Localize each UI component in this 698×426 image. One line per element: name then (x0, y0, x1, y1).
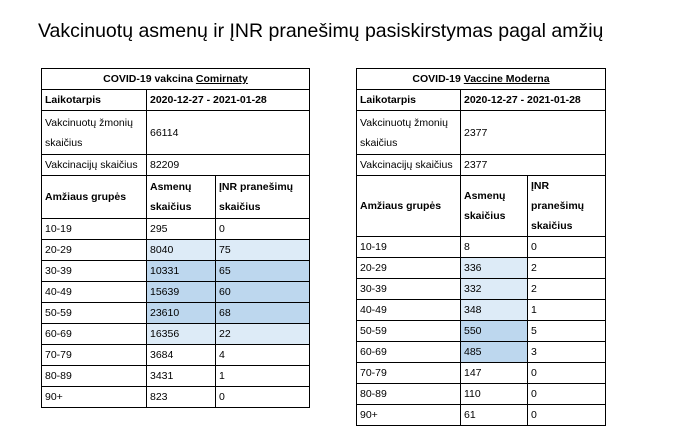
vaccinated-value: 2377 (461, 111, 606, 155)
age-cell: 40-49 (357, 300, 461, 321)
reports-cell: 75 (216, 240, 310, 261)
reports-cell: 0 (528, 405, 606, 426)
age-cell: 30-39 (357, 279, 461, 300)
persons-cell: 332 (461, 279, 528, 300)
persons-cell: 3684 (147, 345, 216, 366)
vaccine-name: Vaccine Moderna (463, 73, 550, 85)
persons-cell: 823 (147, 387, 216, 408)
moderna-table (356, 68, 606, 426)
persons-cell: 485 (461, 342, 528, 363)
period-value: 2020-12-27 - 2021-01-28 (147, 90, 310, 111)
persons-cell: 295 (147, 219, 216, 240)
age-cell: 30-39 (42, 261, 147, 282)
table-row (357, 321, 606, 342)
age-cell: 60-69 (42, 324, 147, 345)
reports-cell: 1 (528, 300, 606, 321)
vaccinations-label: Vakcinacijų skaičius (357, 155, 461, 176)
reports-cell: 65 (216, 261, 310, 282)
vaccinated-value: 66114 (147, 111, 310, 155)
age-cell: 80-89 (357, 384, 461, 405)
table-row (357, 279, 606, 300)
age-cell: 10-19 (357, 237, 461, 258)
age-cell: 70-79 (357, 363, 461, 384)
age-cell: 80-89 (42, 366, 147, 387)
col-age-header: Amžiaus grupės (357, 176, 461, 237)
reports-cell: 3 (528, 342, 606, 363)
vaccinations-label: Vakcinacijų skaičius (42, 155, 147, 176)
table-row (42, 324, 310, 345)
vaccine-heading: COVID-19 Vaccine Moderna (357, 69, 606, 90)
table-row (357, 363, 606, 384)
persons-cell: 61 (461, 405, 528, 426)
persons-cell: 348 (461, 300, 528, 321)
reports-cell: 4 (216, 345, 310, 366)
age-cell: 40-49 (42, 282, 147, 303)
table-row (357, 258, 606, 279)
age-cell: 50-59 (42, 303, 147, 324)
persons-cell: 147 (461, 363, 528, 384)
col-age-header: Amžiaus grupės (42, 176, 147, 219)
age-cell: 60-69 (357, 342, 461, 363)
persons-cell: 8 (461, 237, 528, 258)
col-reports-header: ĮNR pranešimų skaičius (216, 176, 310, 219)
table-row (42, 261, 310, 282)
vaccinated-label: Vakcinuotų žmonių skaičius (357, 111, 461, 155)
age-cell: 70-79 (42, 345, 147, 366)
col-persons-header: Asmenų skaičius (147, 176, 216, 219)
age-cell: 90+ (42, 387, 147, 408)
period-value: 2020-12-27 - 2021-01-28 (461, 90, 606, 111)
reports-cell: 2 (528, 279, 606, 300)
vaccinated-label: Vakcinuotų žmonių skaičius (42, 111, 147, 155)
persons-cell: 336 (461, 258, 528, 279)
persons-cell: 550 (461, 321, 528, 342)
persons-cell: 15639 (147, 282, 216, 303)
age-cell: 50-59 (357, 321, 461, 342)
age-cell: 90+ (357, 405, 461, 426)
table-row (42, 219, 310, 240)
persons-cell: 3431 (147, 366, 216, 387)
reports-cell: 0 (216, 387, 310, 408)
page-title: Vakcinuotų asmenų ir ĮNR pranešimų pasiskirstymas pagal amžių (38, 20, 604, 42)
persons-cell: 23610 (147, 303, 216, 324)
table-row (357, 384, 606, 405)
reports-cell: 0 (528, 237, 606, 258)
age-cell: 10-19 (42, 219, 147, 240)
persons-cell: 10331 (147, 261, 216, 282)
vaccinations-value: 82209 (147, 155, 310, 176)
table-row (42, 282, 310, 303)
reports-cell: 5 (528, 321, 606, 342)
persons-cell: 16356 (147, 324, 216, 345)
vaccine-heading: COVID-19 vakcina Comirnaty (42, 69, 310, 90)
table-row (42, 345, 310, 366)
period-label: Laikotarpis (42, 90, 147, 111)
vaccinations-value: 2377 (461, 155, 606, 176)
persons-cell: 110 (461, 384, 528, 405)
reports-cell: 68 (216, 303, 310, 324)
table-row (42, 303, 310, 324)
reports-cell: 0 (216, 219, 310, 240)
age-cell: 20-29 (42, 240, 147, 261)
table-row (42, 387, 310, 408)
table-row (357, 342, 606, 363)
vaccine-name: Comirnaty (195, 73, 248, 85)
table-row (357, 405, 606, 426)
reports-cell: 0 (528, 363, 606, 384)
table-row (42, 240, 310, 261)
reports-cell: 1 (216, 366, 310, 387)
reports-cell: 2 (528, 258, 606, 279)
persons-cell: 8040 (147, 240, 216, 261)
col-reports-header: ĮNR pranešimų skaičius (528, 176, 606, 237)
table-row (42, 366, 310, 387)
reports-cell: 0 (528, 384, 606, 405)
period-label: Laikotarpis (357, 90, 461, 111)
age-cell: 20-29 (357, 258, 461, 279)
comirnaty-table (41, 68, 310, 408)
table-row (357, 300, 606, 321)
reports-cell: 22 (216, 324, 310, 345)
reports-cell: 60 (216, 282, 310, 303)
col-persons-header: Asmenų skaičius (461, 176, 528, 237)
table-row (357, 237, 606, 258)
